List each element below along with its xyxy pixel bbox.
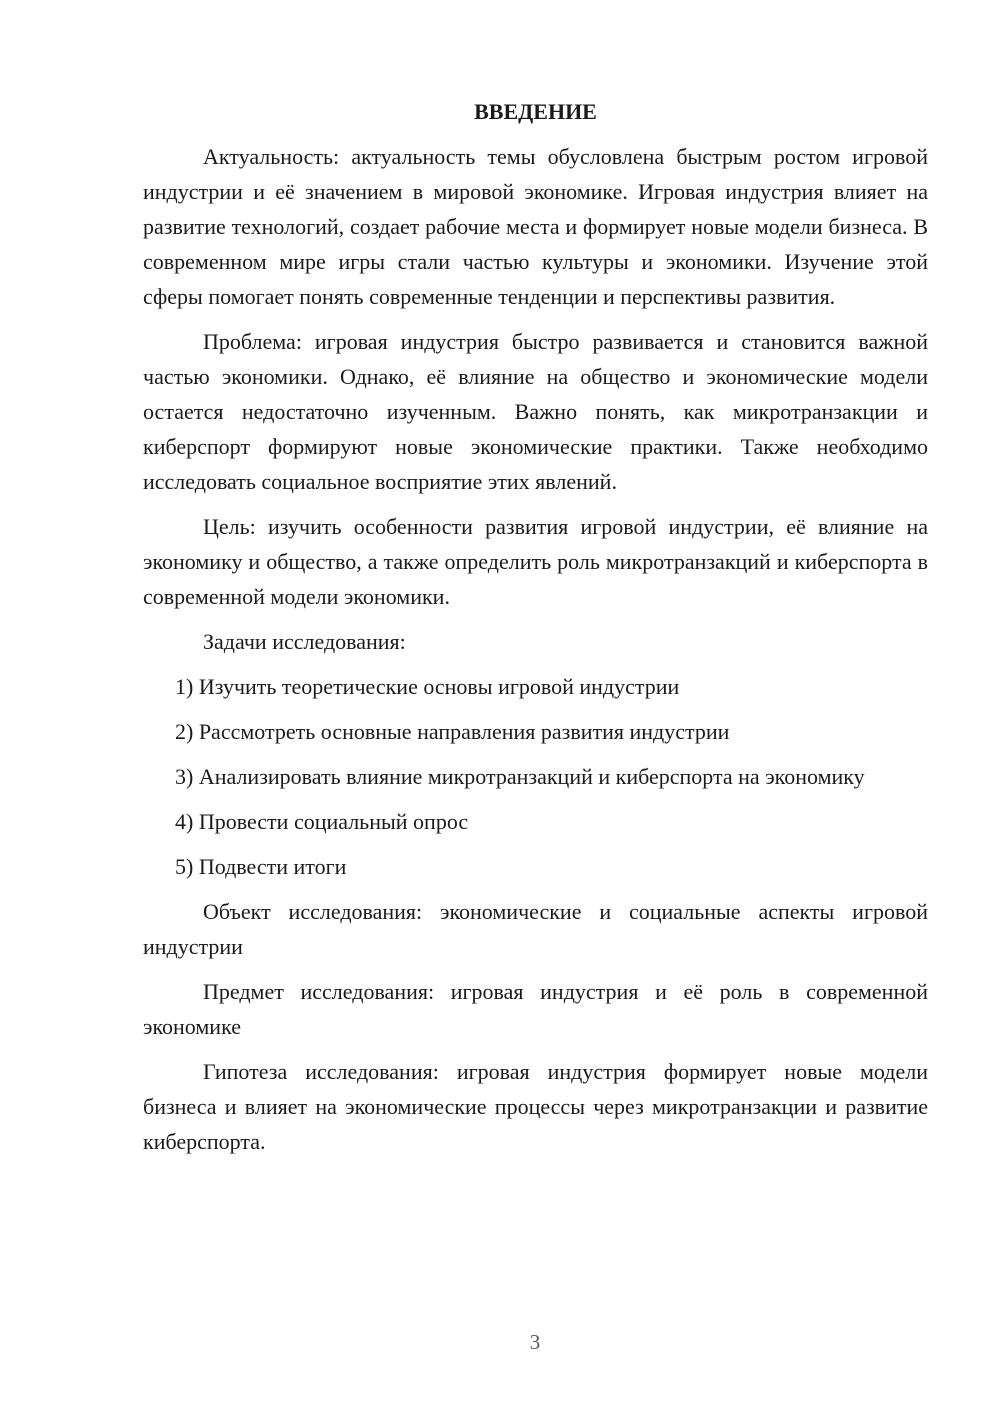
problem-paragraph: Проблема: игровая индустрия быстро развивается и становится важной частью экономики. Однако, её влияние на общество и экономические модели остается недостаточно изученным. Важно понять, как микротранзакции и киберспорт формируют новые экономические практики. Также необходимо исследовать социальное восприятие этих явлений. xyxy=(143,329,928,494)
task-item-4: 4) Провести социальный опрос xyxy=(175,809,469,834)
task-item-5: 5) Подвести итоги xyxy=(175,854,347,879)
page-title: ВВЕДЕНИЕ xyxy=(474,99,597,124)
task-item-2: 2) Рассмотреть основные направления развития индустрии xyxy=(175,719,730,744)
tasks-heading: Задачи исследования: xyxy=(203,629,406,654)
task-item-1: 1) Изучить теоретические основы игровой индустрии xyxy=(175,674,680,699)
relevance-paragraph: Актуальность: актуальность темы обусловлена быстрым ростом игровой индустрии и её значением в мировой экономике. Игровая индустрия влияет на развитие технологий, создает рабочие места и формирует новые модели бизнеса. В современном мире игры стали частью культуры и экономики. Изучение этой сферы помогает понять современные тенденции и перспективы развития. xyxy=(143,144,928,309)
subject-paragraph: Предмет исследования: игровая индустрия и её роль в современной экономике xyxy=(143,979,928,1039)
page-number: 3 xyxy=(529,1330,541,1354)
task-item-3: 3) Анализировать влияние микротранзакций и киберспорта на экономику xyxy=(175,764,865,789)
document-body xyxy=(143,94,928,1169)
goal-paragraph: Цель: изучить особенности развития игровой индустрии, её влияние на экономику и общество, а также определить роль микротранзакций и киберспорта в современной модели экономики. xyxy=(143,514,928,609)
object-paragraph: Объект исследования: экономические и социальные аспекты игровой индустрии xyxy=(143,899,928,959)
hypothesis-paragraph: Гипотеза исследования: игровая индустрия формирует новые модели бизнеса и влияет на экономические процессы через микротранзакции и развитие киберспорта. xyxy=(143,1059,928,1154)
